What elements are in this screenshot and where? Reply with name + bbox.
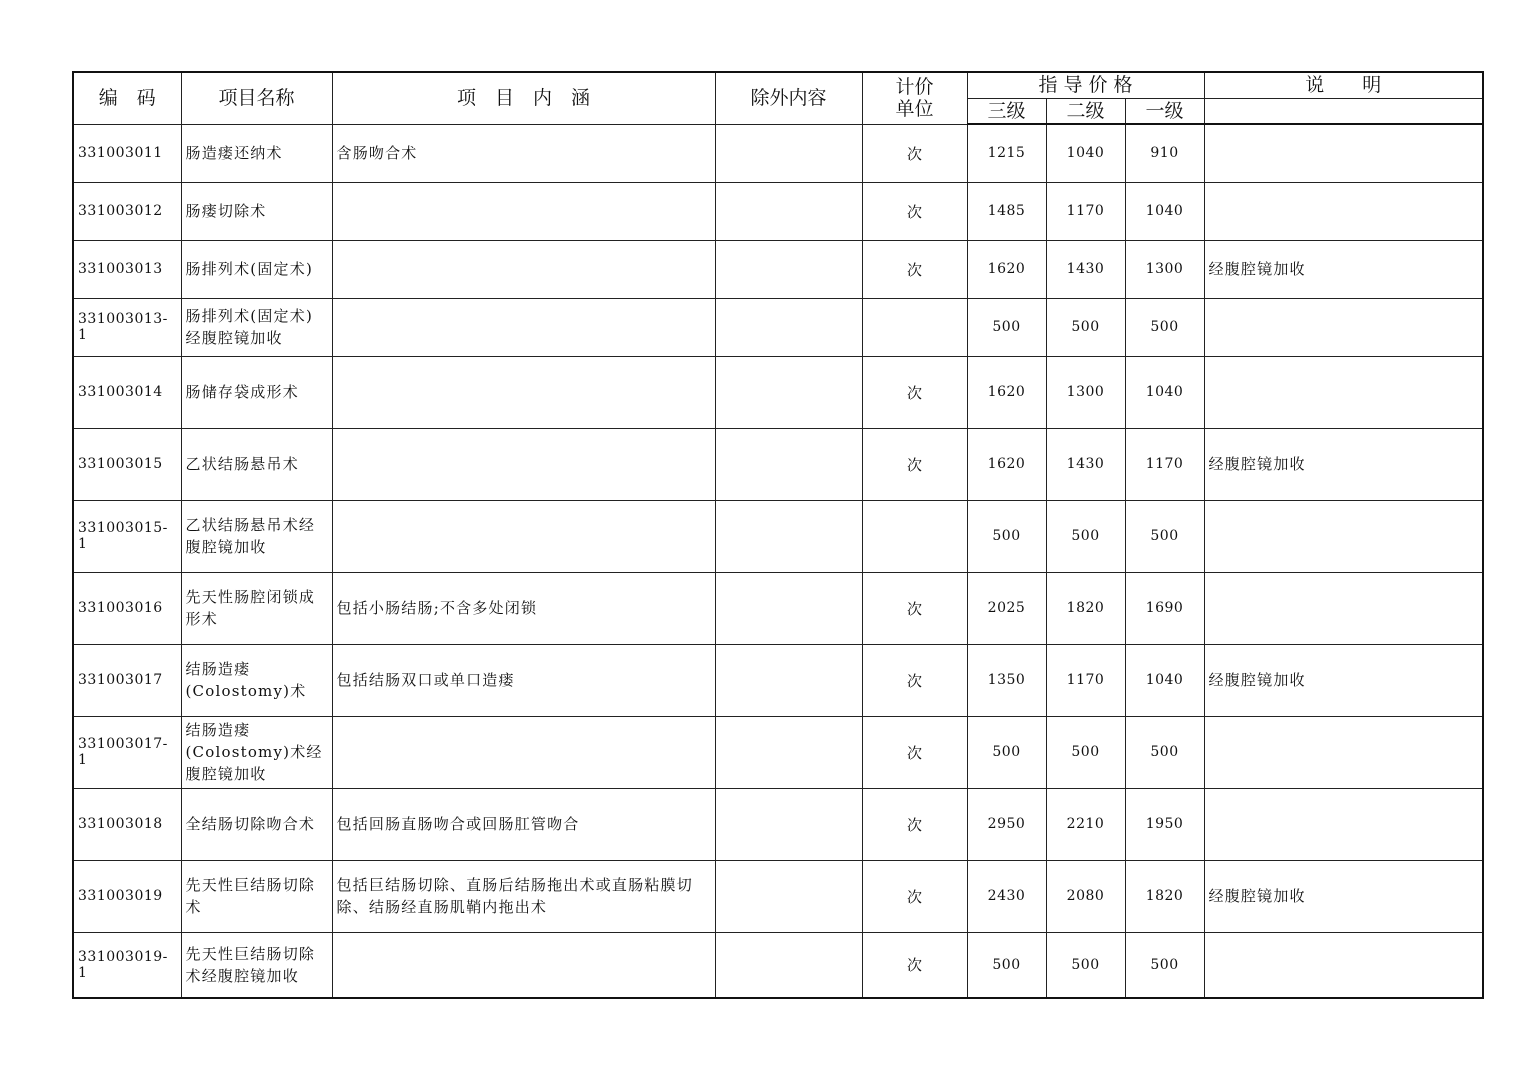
cell-code: 331003019-1 xyxy=(73,932,181,998)
cell-price-level2: 2210 xyxy=(1046,788,1125,860)
cell-price-level3: 500 xyxy=(967,298,1046,356)
price-table xyxy=(72,71,1484,999)
cell-note xyxy=(1204,932,1483,998)
cell-price-level1: 1300 xyxy=(1125,240,1204,298)
cell-unit: 次 xyxy=(862,644,967,716)
cell-code: 331003017-1 xyxy=(73,716,181,788)
cell-price-level3: 2950 xyxy=(967,788,1046,860)
cell-name: 先天性巨结肠切除术经腹腔镜加收 xyxy=(181,932,332,998)
cell-code: 331003019 xyxy=(73,860,181,932)
cell-unit: 次 xyxy=(862,428,967,500)
cell-content xyxy=(332,182,715,240)
cell-excluded xyxy=(715,356,862,428)
table-row xyxy=(73,716,1483,788)
cell-name: 肠排列术(固定术)经腹腔镜加收 xyxy=(181,298,332,356)
table-row xyxy=(73,356,1483,428)
cell-price-level2: 1300 xyxy=(1046,356,1125,428)
cell-price-level3: 500 xyxy=(967,500,1046,572)
cell-price-level2: 500 xyxy=(1046,500,1125,572)
cell-unit xyxy=(862,298,967,356)
cell-price-level2: 1170 xyxy=(1046,182,1125,240)
cell-price-level1: 1170 xyxy=(1125,428,1204,500)
cell-name: 先天性肠腔闭锁成形术 xyxy=(181,572,332,644)
cell-excluded xyxy=(715,644,862,716)
cell-code: 331003015 xyxy=(73,428,181,500)
cell-unit: 次 xyxy=(862,716,967,788)
cell-code: 331003014 xyxy=(73,356,181,428)
cell-unit: 次 xyxy=(862,182,967,240)
cell-price-level1: 1040 xyxy=(1125,182,1204,240)
cell-excluded xyxy=(715,860,862,932)
cell-code: 331003011 xyxy=(73,124,181,182)
cell-price-level3: 1350 xyxy=(967,644,1046,716)
header-level3: 三级 xyxy=(967,98,1046,124)
cell-excluded xyxy=(715,788,862,860)
cell-price-level1: 500 xyxy=(1125,932,1204,998)
cell-price-level3: 1620 xyxy=(967,240,1046,298)
table-row xyxy=(73,500,1483,572)
cell-content: 包括回肠直肠吻合或回肠肛管吻合 xyxy=(332,788,715,860)
table-row xyxy=(73,182,1483,240)
header-note-blank xyxy=(1204,98,1483,124)
cell-unit: 次 xyxy=(862,788,967,860)
header-unit: 计价 单位 xyxy=(862,72,967,124)
cell-price-level3: 1620 xyxy=(967,356,1046,428)
cell-note xyxy=(1204,298,1483,356)
cell-name: 肠排列术(固定术) xyxy=(181,240,332,298)
cell-excluded xyxy=(715,428,862,500)
cell-price-level1: 500 xyxy=(1125,298,1204,356)
table-row xyxy=(73,788,1483,860)
cell-excluded xyxy=(715,932,862,998)
header-excluded: 除外内容 xyxy=(715,72,862,124)
cell-unit: 次 xyxy=(862,124,967,182)
cell-content xyxy=(332,428,715,500)
cell-excluded xyxy=(715,572,862,644)
cell-price-level2: 1820 xyxy=(1046,572,1125,644)
cell-price-level2: 1040 xyxy=(1046,124,1125,182)
cell-note xyxy=(1204,500,1483,572)
cell-excluded xyxy=(715,500,862,572)
table-row xyxy=(73,124,1483,182)
cell-code: 331003013 xyxy=(73,240,181,298)
cell-note xyxy=(1204,716,1483,788)
cell-price-level3: 1215 xyxy=(967,124,1046,182)
cell-price-level1: 500 xyxy=(1125,500,1204,572)
cell-code: 331003015-1 xyxy=(73,500,181,572)
cell-excluded xyxy=(715,240,862,298)
cell-excluded xyxy=(715,716,862,788)
cell-note xyxy=(1204,572,1483,644)
cell-note xyxy=(1204,124,1483,182)
cell-price-level3: 500 xyxy=(967,716,1046,788)
cell-note: 经腹腔镜加收 xyxy=(1204,860,1483,932)
cell-unit: 次 xyxy=(862,860,967,932)
table-row xyxy=(73,298,1483,356)
cell-code: 331003013-1 xyxy=(73,298,181,356)
cell-name: 乙状结肠悬吊术经腹腔镜加收 xyxy=(181,500,332,572)
cell-content xyxy=(332,932,715,998)
cell-name: 结肠造瘘(Colostomy)术 xyxy=(181,644,332,716)
table-row xyxy=(73,932,1483,998)
cell-content xyxy=(332,298,715,356)
cell-name: 肠储存袋成形术 xyxy=(181,356,332,428)
header-row xyxy=(73,72,1483,98)
header-code: 编 码 xyxy=(73,72,181,124)
cell-excluded xyxy=(715,182,862,240)
cell-price-level2: 2080 xyxy=(1046,860,1125,932)
cell-unit xyxy=(862,500,967,572)
cell-content: 包括小肠结肠;不含多处闭锁 xyxy=(332,572,715,644)
cell-price-level3: 1620 xyxy=(967,428,1046,500)
cell-name: 肠造瘘还纳术 xyxy=(181,124,332,182)
header-level2: 二级 xyxy=(1046,98,1125,124)
cell-price-level2: 500 xyxy=(1046,932,1125,998)
cell-price-level3: 2430 xyxy=(967,860,1046,932)
cell-note xyxy=(1204,788,1483,860)
cell-note: 经腹腔镜加收 xyxy=(1204,644,1483,716)
cell-price-level1: 500 xyxy=(1125,716,1204,788)
cell-note xyxy=(1204,356,1483,428)
cell-price-level1: 1950 xyxy=(1125,788,1204,860)
table-row xyxy=(73,860,1483,932)
header-level1: 一级 xyxy=(1125,98,1204,124)
cell-price-level2: 500 xyxy=(1046,716,1125,788)
cell-price-level1: 1040 xyxy=(1125,644,1204,716)
table-row xyxy=(73,428,1483,500)
cell-excluded xyxy=(715,124,862,182)
cell-unit: 次 xyxy=(862,932,967,998)
cell-price-level2: 1170 xyxy=(1046,644,1125,716)
cell-price-level1: 910 xyxy=(1125,124,1204,182)
header-note: 说 明 xyxy=(1204,72,1483,98)
cell-unit: 次 xyxy=(862,356,967,428)
cell-code: 331003017 xyxy=(73,644,181,716)
cell-price-level1: 1690 xyxy=(1125,572,1204,644)
cell-name: 肠瘘切除术 xyxy=(181,182,332,240)
cell-unit: 次 xyxy=(862,572,967,644)
cell-content xyxy=(332,356,715,428)
cell-content xyxy=(332,500,715,572)
cell-note xyxy=(1204,182,1483,240)
cell-price-level3: 500 xyxy=(967,932,1046,998)
cell-excluded xyxy=(715,298,862,356)
cell-name: 全结肠切除吻合术 xyxy=(181,788,332,860)
cell-code: 331003012 xyxy=(73,182,181,240)
cell-name: 结肠造瘘(Colostomy)术经腹腔镜加收 xyxy=(181,716,332,788)
cell-unit: 次 xyxy=(862,240,967,298)
cell-price-level3: 1485 xyxy=(967,182,1046,240)
header-guide-price: 指 导 价 格 xyxy=(967,72,1204,98)
table-row xyxy=(73,240,1483,298)
cell-price-level2: 1430 xyxy=(1046,240,1125,298)
cell-price-level1: 1040 xyxy=(1125,356,1204,428)
header-content: 项 目 内 涵 xyxy=(332,72,715,124)
cell-note: 经腹腔镜加收 xyxy=(1204,240,1483,298)
cell-content xyxy=(332,240,715,298)
table-row xyxy=(73,644,1483,716)
cell-price-level3: 2025 xyxy=(967,572,1046,644)
cell-content xyxy=(332,716,715,788)
header-name: 项目名称 xyxy=(181,72,332,124)
cell-price-level1: 1820 xyxy=(1125,860,1204,932)
cell-content: 包括结肠双口或单口造瘘 xyxy=(332,644,715,716)
table-row xyxy=(73,572,1483,644)
cell-content: 包括巨结肠切除、直肠后结肠拖出术或直肠粘膜切除、结肠经直肠肌鞘内拖出术 xyxy=(332,860,715,932)
cell-content: 含肠吻合术 xyxy=(332,124,715,182)
cell-note: 经腹腔镜加收 xyxy=(1204,428,1483,500)
cell-name: 乙状结肠悬吊术 xyxy=(181,428,332,500)
cell-name: 先天性巨结肠切除术 xyxy=(181,860,332,932)
cell-price-level2: 500 xyxy=(1046,298,1125,356)
cell-price-level2: 1430 xyxy=(1046,428,1125,500)
cell-code: 331003018 xyxy=(73,788,181,860)
cell-code: 331003016 xyxy=(73,572,181,644)
